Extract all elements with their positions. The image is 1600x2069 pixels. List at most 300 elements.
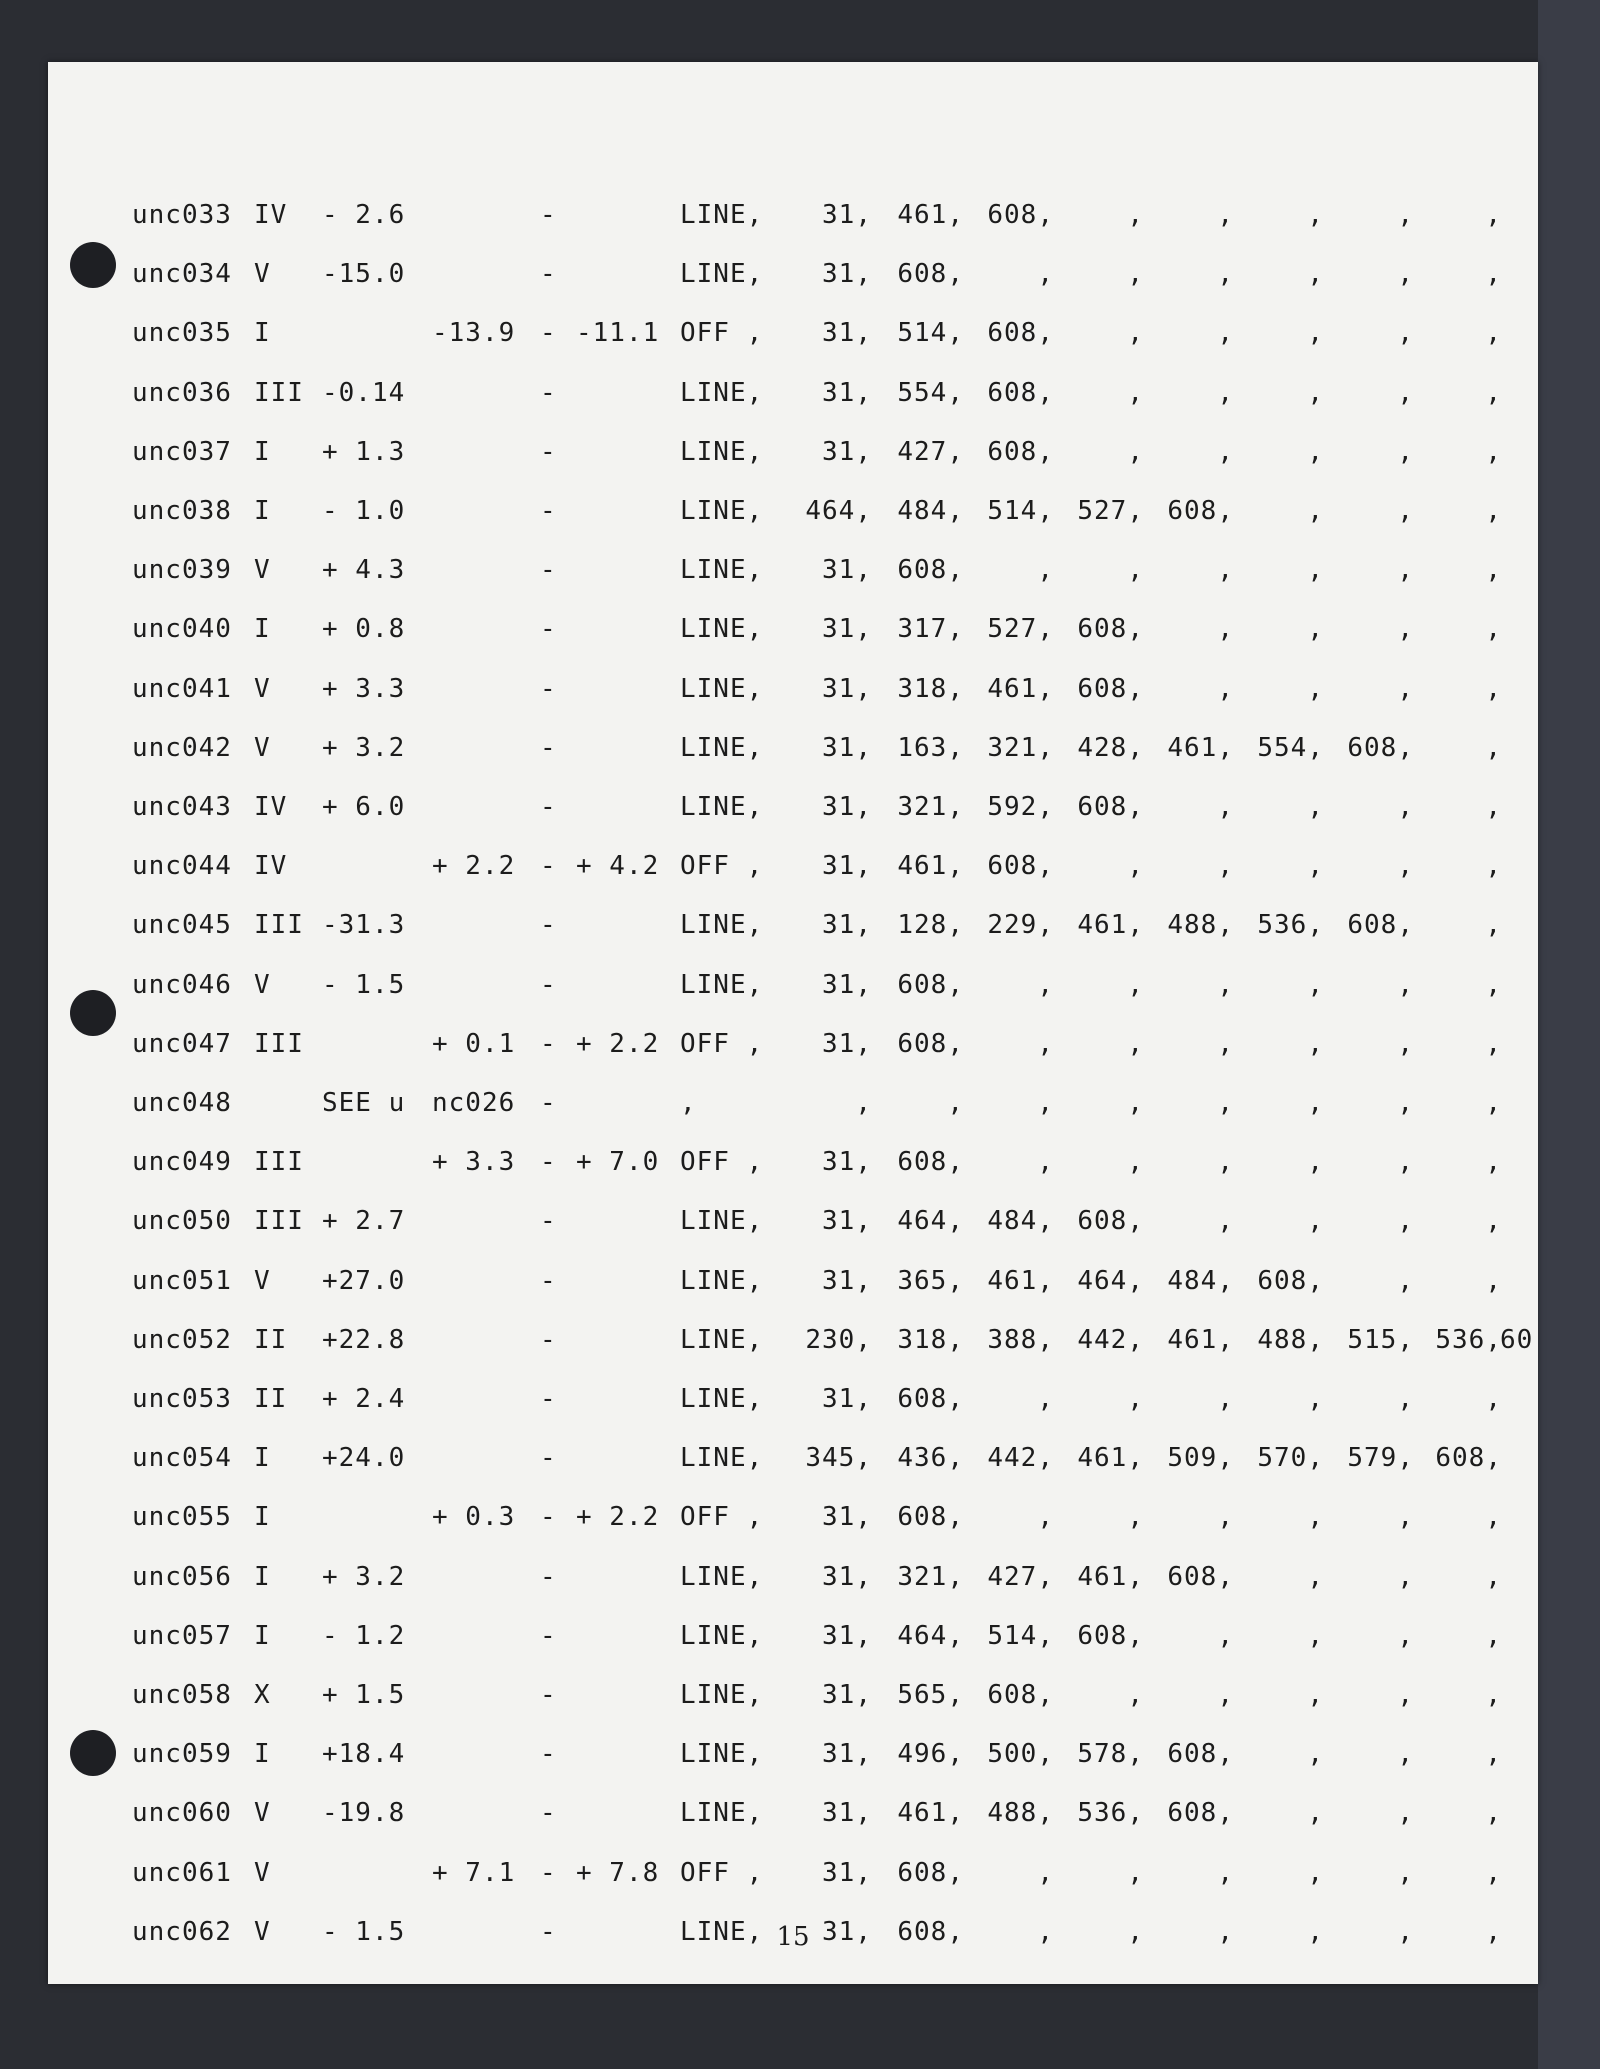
row-number-cell: 484, (897, 496, 964, 526)
row-number-cell: 31, (822, 1916, 872, 1947)
row-type: LINE, (680, 732, 764, 763)
row-number-cell: , (1307, 614, 1324, 645)
row-number-cell: , (1397, 496, 1414, 526)
row-dash: - (540, 555, 557, 586)
row-class: V (254, 259, 271, 290)
row-number-cell: 461, (1077, 1561, 1144, 1592)
row-value: +24.0 (322, 1443, 406, 1474)
row-type: LINE, (680, 1680, 764, 1710)
row-dash: - (540, 614, 557, 645)
row-number-cell: 608, (897, 1916, 964, 1947)
row-value: -15.0 (322, 259, 406, 290)
row-number-cell: 442, (987, 1443, 1054, 1474)
row-number-cell: , (1217, 1857, 1234, 1888)
table-row (48, 496, 1538, 536)
row-number-cell: , (1127, 1502, 1144, 1533)
row-number-cell: , (1485, 555, 1502, 586)
row-dash: - (540, 318, 557, 349)
row-number-cell: 461, (987, 1265, 1054, 1296)
row-class: II (254, 1384, 288, 1414)
row-number-cell: , (1307, 1680, 1324, 1710)
row-number-cell: , (1485, 910, 1502, 941)
row-number-cell: , (1037, 1916, 1054, 1947)
table-row (48, 1798, 1538, 1838)
row-value: + 6.0 (322, 792, 406, 822)
row-type: LINE, (680, 1384, 764, 1414)
row-number-cell: , (1397, 1206, 1414, 1237)
row-number-cell: 500, (987, 1739, 1054, 1770)
row-number-cell: , (1307, 969, 1324, 1000)
row-number-cell: , (1127, 377, 1144, 408)
row-number-cell: , (1397, 318, 1414, 349)
row-number-cell: 461, (1167, 1324, 1234, 1355)
row-value: + 0.8 (322, 614, 406, 645)
row-number-cell: , (1485, 614, 1502, 645)
row-number-cell: , (1397, 1798, 1414, 1829)
row-value: +27.0 (322, 1265, 406, 1296)
row-class: V (254, 1916, 271, 1947)
row-value: -19.8 (322, 1798, 406, 1829)
row-class: V (254, 969, 271, 1000)
row-number-cell: 31, (822, 1147, 872, 1178)
row-value: + 2.7 (322, 1206, 406, 1237)
row-dash: - (540, 1088, 557, 1118)
row-number-cell: , (1397, 259, 1414, 290)
row-number-cell: 230, (805, 1324, 872, 1355)
row-number-cell: 608, (987, 436, 1054, 467)
row-range-low: + 0.3 (432, 1502, 516, 1533)
table-row (48, 792, 1538, 832)
row-number-cell: 31, (822, 1265, 872, 1296)
row-number-cell: , (1397, 436, 1414, 467)
row-number-cell: , (1307, 1739, 1324, 1770)
row-number-cell: 31, (822, 732, 872, 763)
row-dash: - (540, 1324, 557, 1355)
row-number-cell: , (1307, 259, 1324, 290)
row-number-cell: , (1307, 496, 1324, 526)
row-number-cell: 608, (1347, 732, 1414, 763)
row-type: LINE, (680, 614, 764, 645)
row-number-cell: , (1217, 1147, 1234, 1178)
row-type: LINE, (680, 1620, 764, 1651)
row-number-cell: 608, (1077, 792, 1144, 822)
row-type: LINE, (680, 1916, 764, 1947)
row-number-cell: 388, (987, 1324, 1054, 1355)
row-number-cell: , (1307, 1916, 1324, 1947)
row-number-cell: 608, (987, 851, 1054, 882)
row-number-cell: , (1485, 1561, 1502, 1592)
row-class: V (254, 1265, 271, 1296)
row-number-cell: , (1037, 1028, 1054, 1059)
row-number-cell: 31, (822, 851, 872, 882)
row-id: unc057 (132, 1620, 232, 1651)
row-number-cell: , (1217, 1620, 1234, 1651)
row-id: unc033 (132, 200, 232, 230)
row-value: + 3.3 (322, 673, 406, 704)
row-number-cell: , (1485, 436, 1502, 467)
row-number-cell: 514, (897, 318, 964, 349)
row-number-cell: , (1397, 792, 1414, 822)
row-value: - 1.5 (322, 1916, 406, 1947)
row-dash: - (540, 377, 557, 408)
row-number-cell: , (1307, 377, 1324, 408)
row-number-cell: , (1217, 1206, 1234, 1237)
row-dash: - (540, 436, 557, 467)
row-number-cell: 536, (1077, 1798, 1144, 1829)
table-row (48, 614, 1538, 654)
table-row (48, 1325, 1538, 1365)
row-number-cell: , (1307, 1206, 1324, 1237)
row-number-cell: , (1397, 1147, 1414, 1178)
row-number-cell: , (1037, 1857, 1054, 1888)
row-type: OFF , (680, 1147, 764, 1178)
table-row (48, 1443, 1538, 1483)
row-dash: - (540, 1857, 557, 1888)
row-id: unc054 (132, 1443, 232, 1474)
row-number-cell: 496, (897, 1739, 964, 1770)
row-number-cell: 608, (897, 969, 964, 1000)
row-number-cell: , (947, 1088, 964, 1118)
row-number-cell: , (1307, 792, 1324, 822)
row-number-cell: , (1485, 496, 1502, 526)
row-number-cell: 31, (822, 910, 872, 941)
table-row (48, 910, 1538, 950)
row-number-cell: , (1127, 436, 1144, 467)
row-number-cell: , (1397, 555, 1414, 586)
row-number-cell: 608, (987, 1680, 1054, 1710)
row-number-cell: , (1397, 1028, 1414, 1059)
row-number-cell: 31, (822, 1384, 872, 1414)
row-number-cell: , (1217, 377, 1234, 408)
row-number-cell: 578, (1077, 1739, 1144, 1770)
row-number-cell: , (1127, 555, 1144, 586)
row-number-cell: 31, (822, 259, 872, 290)
page-number: 15 (776, 1922, 810, 1952)
row-number-cell: , (1485, 673, 1502, 704)
row-id: unc047 (132, 1028, 232, 1059)
row-id: unc045 (132, 910, 232, 941)
row-class: IV (254, 792, 288, 822)
row-number-cell: , (1485, 1739, 1502, 1770)
table-row (48, 851, 1538, 891)
row-number-cell: , (1485, 1147, 1502, 1178)
row-dash: - (540, 1502, 557, 1533)
row-number-cell: , (1037, 555, 1054, 586)
row-number-cell: 461, (897, 1798, 964, 1829)
row-number-cell: , (1307, 1561, 1324, 1592)
row-number-cell: , (1485, 377, 1502, 408)
row-number-cell: , (1485, 732, 1502, 763)
row-number-cell: , (1485, 1502, 1502, 1533)
row-number-cell: 484, (987, 1206, 1054, 1237)
row-number-cell: 31, (822, 200, 872, 230)
row-range-high: + 7.8 (576, 1857, 660, 1888)
row-id: unc058 (132, 1680, 232, 1710)
row-class: III (254, 1028, 304, 1059)
row-number-cell: , (1127, 1088, 1144, 1118)
row-number-cell: , (1307, 1384, 1324, 1414)
row-class: V (254, 1857, 271, 1888)
row-number-cell: , (1397, 1088, 1414, 1118)
row-number-cell: 31, (822, 1620, 872, 1651)
row-number-cell: 608, (1077, 1206, 1144, 1237)
row-number-cell: 608, (897, 1502, 964, 1533)
row-id: unc038 (132, 496, 232, 526)
row-id: unc059 (132, 1739, 232, 1770)
row-id: unc043 (132, 792, 232, 822)
row-range-high: + 2.2 (576, 1502, 660, 1533)
row-number-cell: , (1217, 673, 1234, 704)
row-type: OFF , (680, 851, 764, 882)
row-number-cell: , (1485, 969, 1502, 1000)
row-number-cell: 608, (1167, 496, 1234, 526)
row-number-cell: 31, (822, 969, 872, 1000)
row-number-cell: , (1397, 614, 1414, 645)
row-number-cell: , (1397, 673, 1414, 704)
row-number-cell: , (1037, 1088, 1054, 1118)
row-number-cell: 608, (1435, 1443, 1502, 1474)
row-type: LINE, (680, 1324, 764, 1355)
row-class: I (254, 1502, 271, 1533)
row-number-cell: , (1217, 436, 1234, 467)
row-number-cell: 554, (1257, 732, 1324, 763)
row-id: unc049 (132, 1147, 232, 1178)
row-number-cell: 464, (897, 1206, 964, 1237)
row-number-cell: , (1217, 1088, 1234, 1118)
row-number-cell: 321, (987, 732, 1054, 763)
row-type: LINE, (680, 969, 764, 1000)
row-number-cell: 321, (897, 1561, 964, 1592)
row-type: LINE, (680, 259, 764, 290)
row-class: I (254, 318, 271, 349)
row-type: LINE, (680, 377, 764, 408)
row-number-cell: 527, (1077, 496, 1144, 526)
row-value: - 1.0 (322, 496, 406, 526)
table-row (48, 1088, 1538, 1128)
row-number-cell: , (1485, 200, 1502, 230)
row-number-cell: 608, (1077, 1620, 1144, 1651)
row-number-cell: 536, (1435, 1324, 1502, 1355)
row-number-cell: , (1307, 851, 1324, 882)
row-number-cell: 464, (897, 1620, 964, 1651)
row-class: V (254, 555, 271, 586)
row-id: unc052 (132, 1324, 232, 1355)
row-class: III (254, 1147, 304, 1178)
row-number-cell: , (1485, 1916, 1502, 1947)
row-number-cell: 31, (822, 1502, 872, 1533)
row-type: OFF , (680, 1028, 764, 1059)
row-dash: - (540, 851, 557, 882)
row-number-cell: 31, (822, 1561, 872, 1592)
table-row (48, 1858, 1538, 1898)
row-number-cell: 592, (987, 792, 1054, 822)
row-number-cell: 345, (805, 1443, 872, 1474)
row-range-high: -11.1 (576, 318, 660, 349)
row-dash: - (540, 200, 557, 230)
row-id: unc039 (132, 555, 232, 586)
row-number-cell: , (1307, 1147, 1324, 1178)
row-class: III (254, 910, 304, 941)
row-number-cell: , (1217, 200, 1234, 230)
row-value: SEE u (322, 1088, 406, 1118)
row-number-cell: 461, (987, 673, 1054, 704)
row-range-high: + 7.0 (576, 1147, 660, 1178)
row-dash: - (540, 1028, 557, 1059)
row-number-cell: 428, (1077, 732, 1144, 763)
row-id: unc046 (132, 969, 232, 1000)
row-number-cell: , (855, 1088, 872, 1118)
row-number-cell: 436, (897, 1443, 964, 1474)
row-range-low: nc026 (432, 1088, 516, 1118)
row-number-cell: , (1307, 1088, 1324, 1118)
row-number-cell: 608, (987, 377, 1054, 408)
row-number-cell: , (1217, 555, 1234, 586)
row-number-cell: , (1307, 1620, 1324, 1651)
table-row (48, 970, 1538, 1010)
row-type: LINE, (680, 1265, 764, 1296)
row-number-cell: , (1217, 1916, 1234, 1947)
row-range-low: + 7.1 (432, 1857, 516, 1888)
row-number-cell: 31, (822, 792, 872, 822)
row-number-cell: , (1485, 1384, 1502, 1414)
row-dash: - (540, 1680, 557, 1710)
row-number-cell: 442, (1077, 1324, 1144, 1355)
table-row (48, 555, 1538, 595)
row-number-cell: , (1485, 1265, 1502, 1296)
row-number-cell: , (1037, 1384, 1054, 1414)
row-type: OFF , (680, 318, 764, 349)
row-number-cell: , (1397, 1916, 1414, 1947)
row-range-low: -13.9 (432, 318, 516, 349)
row-type: LINE, (680, 910, 764, 941)
row-number-cell: 554, (897, 377, 964, 408)
row-id: unc051 (132, 1265, 232, 1296)
row-number-cell: , (1397, 1680, 1414, 1710)
row-number-cell: , (1397, 200, 1414, 230)
row-value: - 1.5 (322, 969, 406, 1000)
row-number-cell: , (1397, 969, 1414, 1000)
row-number-cell: 163, (897, 732, 964, 763)
row-number-cell: , (1397, 1620, 1414, 1651)
row-class: IV (254, 200, 288, 230)
row-range-low: + 2.2 (432, 851, 516, 882)
row-number-cell: 608, (897, 1147, 964, 1178)
row-number-cell: , (1307, 436, 1324, 467)
row-number-cell: , (1485, 1680, 1502, 1710)
row-id: unc050 (132, 1206, 232, 1237)
table-row (48, 1206, 1538, 1246)
row-number-cell: , (1127, 851, 1144, 882)
row-number-cell: , (1127, 1857, 1144, 1888)
row-dash: - (540, 1443, 557, 1474)
row-number-cell: , (1217, 614, 1234, 645)
row-type: OFF , (680, 1502, 764, 1533)
row-number-cell: 318, (897, 1324, 964, 1355)
row-dash: - (540, 1147, 557, 1178)
row-type: LINE, (680, 1561, 764, 1592)
row-number-cell: , (1485, 318, 1502, 349)
row-number-cell: , (1307, 673, 1324, 704)
row-number-cell: 317, (897, 614, 964, 645)
row-value: -0.14 (322, 377, 406, 408)
row-number-cell: , (1217, 969, 1234, 1000)
row-number-cell: 608, (1347, 910, 1414, 941)
row-type: LINE, (680, 673, 764, 704)
row-number-cell: 608, (897, 259, 964, 290)
table-row (48, 674, 1538, 714)
table-row (48, 1562, 1538, 1602)
row-number-cell: 565, (897, 1680, 964, 1710)
row-id: unc037 (132, 436, 232, 467)
row-number-cell: 608, (1167, 1798, 1234, 1829)
row-number-cell: 608, (897, 1028, 964, 1059)
row-type: LINE, (680, 1798, 764, 1829)
row-number-cell: , (1037, 1502, 1054, 1533)
row-number-cell: , (1217, 259, 1234, 290)
row-dash: - (540, 1916, 557, 1947)
row-number-cell: , (1397, 1384, 1414, 1414)
row-id: unc041 (132, 673, 232, 704)
row-number-cell: , (1127, 200, 1144, 230)
row-dash: - (540, 969, 557, 1000)
table-row (48, 733, 1538, 773)
row-number-cell: 31, (822, 614, 872, 645)
row-class: III (254, 1206, 304, 1237)
row-number-cell: , (1217, 1028, 1234, 1059)
row-number-cell: , (1127, 1147, 1144, 1178)
row-number-cell: 31, (822, 555, 872, 586)
row-number-cell: , (1397, 1561, 1414, 1592)
row-number-cell: , (1307, 1502, 1324, 1533)
row-number-cell: 488, (987, 1798, 1054, 1829)
row-class: I (254, 614, 271, 645)
table-row (48, 318, 1538, 358)
row-value: + 4.3 (322, 555, 406, 586)
table-row (48, 1029, 1538, 1069)
row-number-cell: , (1397, 851, 1414, 882)
table-row (48, 1266, 1538, 1306)
row-number-cell: , (1217, 1502, 1234, 1533)
row-number-cell: , (1127, 1384, 1144, 1414)
row-number-cell: , (1307, 1028, 1324, 1059)
row-type: LINE, (680, 1206, 764, 1237)
row-class: IV (254, 851, 288, 882)
row-type: , (680, 1088, 697, 1118)
row-range-high: + 4.2 (576, 851, 660, 882)
row-number-cell: 608, (1167, 1739, 1234, 1770)
row-number-cell: 608, (897, 1857, 964, 1888)
row-number-cell: 461, (1077, 910, 1144, 941)
row-number-cell: , (1217, 851, 1234, 882)
row-value: + 1.5 (322, 1680, 406, 1710)
row-type: LINE, (680, 496, 764, 526)
row-number-cell: , (1307, 200, 1324, 230)
row-number-cell: , (1127, 1028, 1144, 1059)
row-value: - 2.6 (322, 200, 406, 230)
row-dash: - (540, 673, 557, 704)
row-number-cell: , (1485, 792, 1502, 822)
row-range-low: + 3.3 (432, 1147, 516, 1178)
row-range-high: + 2.2 (576, 1028, 660, 1059)
row-number-cell: , (1397, 1739, 1414, 1770)
row-number-cell: 31, (822, 436, 872, 467)
row-class: I (254, 1443, 271, 1474)
row-dash: - (540, 1561, 557, 1592)
row-class: I (254, 1561, 271, 1592)
row-dash: - (540, 732, 557, 763)
row-number-cell: , (1307, 1857, 1324, 1888)
row-number-cell: 60 (1500, 1324, 1534, 1355)
